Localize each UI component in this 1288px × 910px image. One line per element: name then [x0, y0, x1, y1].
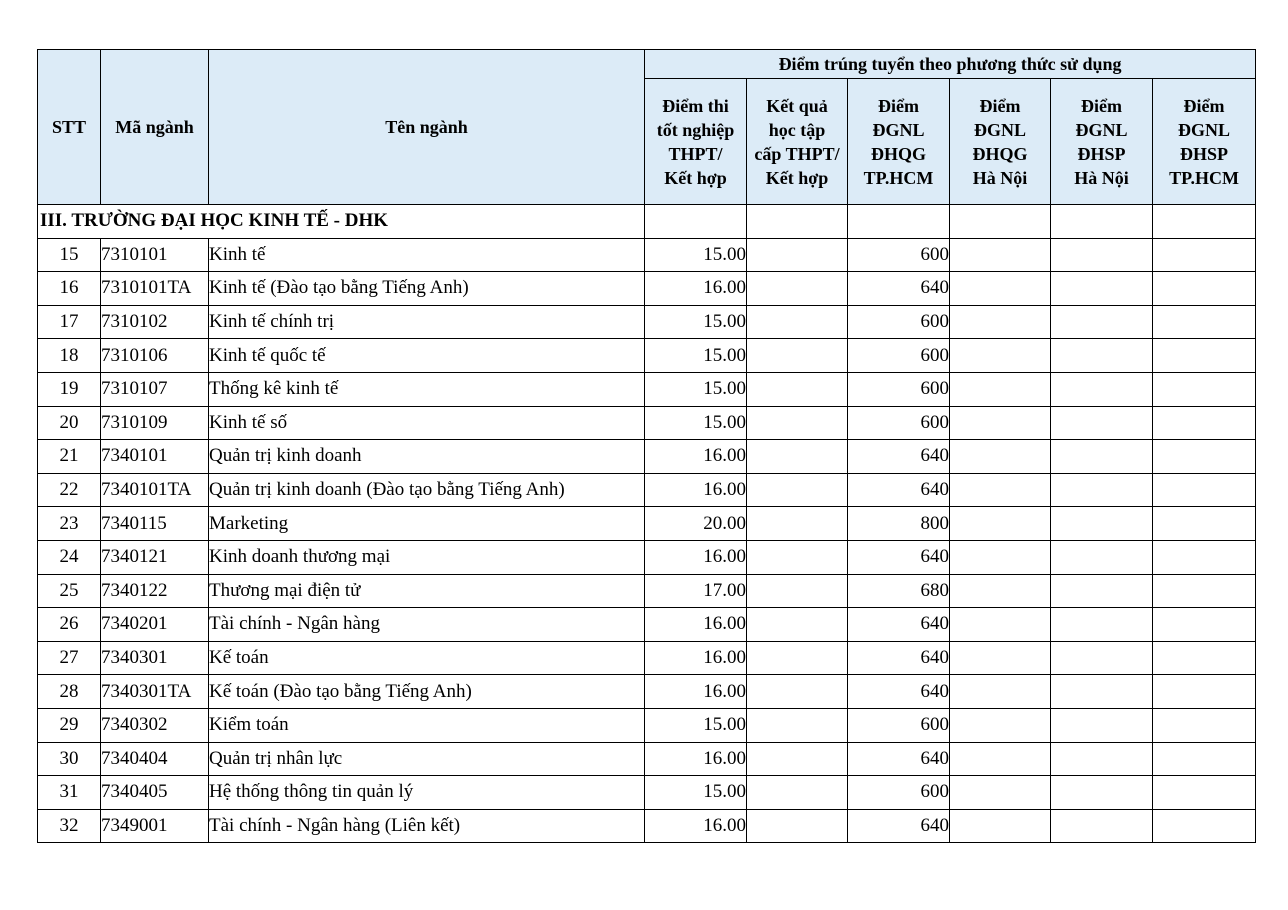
- section-title: III. TRƯỜNG ĐẠI HỌC KINH TẾ - DHK: [38, 205, 645, 239]
- cell-dgnl-hcm: 640: [848, 675, 950, 709]
- cell-ma-nganh: 7340121: [101, 540, 209, 574]
- cell-ma-nganh: 7310101TA: [101, 272, 209, 306]
- cell-dgnl-hn: [950, 742, 1051, 776]
- table-body: [38, 205, 1256, 843]
- cell-dgnl-hcm: 640: [848, 641, 950, 675]
- table-row: [38, 339, 1256, 373]
- cell-diem-thpt: 16.00: [645, 440, 747, 474]
- cell-diem-thpt: 15.00: [645, 305, 747, 339]
- empty-cell: [645, 205, 747, 239]
- empty-cell: [747, 205, 848, 239]
- cell-dgnl-hcm: 600: [848, 406, 950, 440]
- cell-dhsp-hcm: [1153, 809, 1256, 843]
- cell-dhsp-hn: [1051, 742, 1153, 776]
- cell-dhsp-hcm: [1153, 708, 1256, 742]
- cell-stt: 29: [38, 708, 101, 742]
- cell-dgnl-hn: [950, 708, 1051, 742]
- cell-ket-qua-hoc-tap: [747, 641, 848, 675]
- table-row: [38, 608, 1256, 642]
- cell-ma-nganh: 7310107: [101, 372, 209, 406]
- cell-dgnl-hn: [950, 440, 1051, 474]
- cell-ten-nganh: Thương mại điện tử: [209, 574, 645, 608]
- cell-diem-thpt: 20.00: [645, 507, 747, 541]
- cell-dgnl-hn: [950, 272, 1051, 306]
- cell-ket-qua-hoc-tap: [747, 608, 848, 642]
- cell-ma-nganh: 7340405: [101, 776, 209, 810]
- cell-ten-nganh: Tài chính - Ngân hàng: [209, 608, 645, 642]
- cell-dgnl-hcm: 640: [848, 742, 950, 776]
- cell-diem-thpt: 15.00: [645, 339, 747, 373]
- cell-dhsp-hcm: [1153, 406, 1256, 440]
- cell-diem-thpt: 15.00: [645, 708, 747, 742]
- cell-diem-thpt: 16.00: [645, 675, 747, 709]
- cell-dgnl-hcm: 800: [848, 507, 950, 541]
- cell-ten-nganh: Kiểm toán: [209, 708, 645, 742]
- cell-diem-thpt: 15.00: [645, 372, 747, 406]
- cell-dhsp-hn: [1051, 540, 1153, 574]
- cell-stt: 32: [38, 809, 101, 843]
- cell-dgnl-hcm: 600: [848, 708, 950, 742]
- cell-dhsp-hcm: [1153, 305, 1256, 339]
- table-row: [38, 776, 1256, 810]
- table-row: [38, 406, 1256, 440]
- cell-ma-nganh: 7310106: [101, 339, 209, 373]
- cell-dgnl-hcm: 600: [848, 776, 950, 810]
- cell-dhsp-hn: [1051, 608, 1153, 642]
- cell-ma-nganh: 7340101TA: [101, 473, 209, 507]
- cell-diem-thpt: 16.00: [645, 272, 747, 306]
- table-row: [38, 305, 1256, 339]
- cell-dgnl-hn: [950, 305, 1051, 339]
- cell-dgnl-hn: [950, 339, 1051, 373]
- cell-ten-nganh: Kế toán: [209, 641, 645, 675]
- cell-dhsp-hn: [1051, 339, 1153, 373]
- cell-ma-nganh: 7340301TA: [101, 675, 209, 709]
- cell-stt: 22: [38, 473, 101, 507]
- cell-dhsp-hcm: [1153, 272, 1256, 306]
- empty-cell: [950, 205, 1051, 239]
- cell-stt: 21: [38, 440, 101, 474]
- cell-stt: 24: [38, 540, 101, 574]
- cell-ma-nganh: 7310109: [101, 406, 209, 440]
- cell-dhsp-hn: [1051, 440, 1153, 474]
- header-ma-nganh: Mã ngành: [101, 50, 209, 205]
- cell-stt: 20: [38, 406, 101, 440]
- table-row: [38, 708, 1256, 742]
- cell-stt: 26: [38, 608, 101, 642]
- cell-dgnl-hcm: 640: [848, 272, 950, 306]
- cell-stt: 25: [38, 574, 101, 608]
- cell-stt: 30: [38, 742, 101, 776]
- header-method-hoc-ba: Kết quả học tập cấp THPT/ Kết hợp: [747, 79, 848, 205]
- header-ten-nganh: Tên ngành: [209, 50, 645, 205]
- cell-dgnl-hn: [950, 507, 1051, 541]
- cell-dgnl-hn: [950, 675, 1051, 709]
- cell-ten-nganh: Tài chính - Ngân hàng (Liên kết): [209, 809, 645, 843]
- header-method-group: Điểm trúng tuyển theo phương thức sử dụng: [645, 50, 1256, 79]
- cell-diem-thpt: 16.00: [645, 608, 747, 642]
- cell-ten-nganh: Kinh tế số: [209, 406, 645, 440]
- cell-ten-nganh: Quản trị kinh doanh: [209, 440, 645, 474]
- header-method-thpt: Điểm thi tốt nghiệp THPT/ Kết hợp: [645, 79, 747, 205]
- cell-dhsp-hn: [1051, 272, 1153, 306]
- cell-dgnl-hn: [950, 608, 1051, 642]
- admission-scores-table: [37, 49, 1256, 843]
- cell-dhsp-hn: [1051, 574, 1153, 608]
- empty-cell: [1051, 205, 1153, 239]
- cell-dgnl-hn: [950, 473, 1051, 507]
- cell-ket-qua-hoc-tap: [747, 675, 848, 709]
- cell-dhsp-hcm: [1153, 507, 1256, 541]
- header-method-dhsp-hn: Điểm ĐGNL ĐHSP Hà Nội: [1051, 79, 1153, 205]
- cell-dhsp-hcm: [1153, 540, 1256, 574]
- empty-cell: [848, 205, 950, 239]
- cell-dhsp-hn: [1051, 675, 1153, 709]
- cell-ma-nganh: 7340302: [101, 708, 209, 742]
- table-row: [38, 507, 1256, 541]
- cell-ket-qua-hoc-tap: [747, 809, 848, 843]
- cell-dhsp-hn: [1051, 708, 1153, 742]
- cell-ket-qua-hoc-tap: [747, 272, 848, 306]
- cell-dgnl-hn: [950, 574, 1051, 608]
- cell-stt: 17: [38, 305, 101, 339]
- cell-ten-nganh: Kinh tế chính trị: [209, 305, 645, 339]
- cell-dgnl-hcm: 640: [848, 809, 950, 843]
- cell-diem-thpt: 16.00: [645, 809, 747, 843]
- cell-ten-nganh: Kinh tế: [209, 238, 645, 272]
- table-row: [38, 641, 1256, 675]
- table-header: [38, 50, 1256, 205]
- cell-dhsp-hn: [1051, 372, 1153, 406]
- cell-ket-qua-hoc-tap: [747, 440, 848, 474]
- cell-ket-qua-hoc-tap: [747, 238, 848, 272]
- cell-ket-qua-hoc-tap: [747, 406, 848, 440]
- cell-ten-nganh: Hệ thống thông tin quản lý: [209, 776, 645, 810]
- cell-ma-nganh: 7340115: [101, 507, 209, 541]
- cell-diem-thpt: 15.00: [645, 406, 747, 440]
- cell-stt: 23: [38, 507, 101, 541]
- cell-dhsp-hcm: [1153, 742, 1256, 776]
- cell-dhsp-hn: [1051, 305, 1153, 339]
- table-row: [38, 372, 1256, 406]
- cell-ma-nganh: 7340201: [101, 608, 209, 642]
- cell-dhsp-hcm: [1153, 238, 1256, 272]
- cell-dgnl-hcm: 640: [848, 608, 950, 642]
- cell-dhsp-hcm: [1153, 776, 1256, 810]
- cell-diem-thpt: 16.00: [645, 641, 747, 675]
- cell-dhsp-hn: [1051, 809, 1153, 843]
- cell-diem-thpt: 17.00: [645, 574, 747, 608]
- cell-stt: 19: [38, 372, 101, 406]
- cell-ten-nganh: Thống kê kinh tế: [209, 372, 645, 406]
- cell-ten-nganh: Marketing: [209, 507, 645, 541]
- cell-dgnl-hn: [950, 809, 1051, 843]
- cell-ten-nganh: Kế toán (Đào tạo bằng Tiếng Anh): [209, 675, 645, 709]
- cell-ket-qua-hoc-tap: [747, 574, 848, 608]
- cell-ten-nganh: Kinh doanh thương mại: [209, 540, 645, 574]
- cell-ket-qua-hoc-tap: [747, 507, 848, 541]
- cell-ket-qua-hoc-tap: [747, 372, 848, 406]
- cell-dgnl-hcm: 640: [848, 540, 950, 574]
- table-row: [38, 675, 1256, 709]
- cell-ma-nganh: 7340301: [101, 641, 209, 675]
- cell-dhsp-hn: [1051, 641, 1153, 675]
- cell-dhsp-hn: [1051, 406, 1153, 440]
- cell-diem-thpt: 15.00: [645, 238, 747, 272]
- cell-ma-nganh: 7310101: [101, 238, 209, 272]
- cell-dhsp-hn: [1051, 507, 1153, 541]
- cell-dgnl-hn: [950, 540, 1051, 574]
- cell-dgnl-hcm: 600: [848, 238, 950, 272]
- cell-dhsp-hcm: [1153, 339, 1256, 373]
- cell-diem-thpt: 16.00: [645, 742, 747, 776]
- header-method-dhsp-hcm: Điểm ĐGNL ĐHSP TP.HCM: [1153, 79, 1256, 205]
- cell-ket-qua-hoc-tap: [747, 305, 848, 339]
- cell-stt: 27: [38, 641, 101, 675]
- cell-dgnl-hn: [950, 406, 1051, 440]
- cell-ket-qua-hoc-tap: [747, 339, 848, 373]
- header-method-dgnl-hn: Điểm ĐGNL ĐHQG Hà Nội: [950, 79, 1051, 205]
- cell-stt: 16: [38, 272, 101, 306]
- cell-dhsp-hn: [1051, 473, 1153, 507]
- cell-diem-thpt: 16.00: [645, 540, 747, 574]
- cell-ket-qua-hoc-tap: [747, 708, 848, 742]
- cell-dgnl-hcm: 640: [848, 440, 950, 474]
- table-row: [38, 440, 1256, 474]
- cell-ten-nganh: Quản trị nhân lực: [209, 742, 645, 776]
- table-row: [38, 272, 1256, 306]
- table-row: [38, 473, 1256, 507]
- cell-stt: 15: [38, 238, 101, 272]
- cell-ma-nganh: 7349001: [101, 809, 209, 843]
- cell-dgnl-hcm: 680: [848, 574, 950, 608]
- table-row: [38, 742, 1256, 776]
- cell-diem-thpt: 15.00: [645, 776, 747, 810]
- cell-ten-nganh: Kinh tế (Đào tạo bằng Tiếng Anh): [209, 272, 645, 306]
- table-row: [38, 238, 1256, 272]
- table-row: [38, 540, 1256, 574]
- cell-dhsp-hcm: [1153, 641, 1256, 675]
- cell-dgnl-hn: [950, 641, 1051, 675]
- table-row: [38, 809, 1256, 843]
- cell-ma-nganh: 7340122: [101, 574, 209, 608]
- cell-dgnl-hn: [950, 238, 1051, 272]
- cell-dgnl-hcm: 600: [848, 372, 950, 406]
- cell-dhsp-hcm: [1153, 372, 1256, 406]
- cell-dgnl-hcm: 640: [848, 473, 950, 507]
- cell-dgnl-hcm: 600: [848, 305, 950, 339]
- cell-dhsp-hcm: [1153, 440, 1256, 474]
- cell-ma-nganh: 7340101: [101, 440, 209, 474]
- cell-dhsp-hcm: [1153, 473, 1256, 507]
- cell-ten-nganh: Quản trị kinh doanh (Đào tạo bằng Tiếng Anh): [209, 473, 645, 507]
- cell-dhsp-hn: [1051, 776, 1153, 810]
- cell-stt: 31: [38, 776, 101, 810]
- empty-cell: [1153, 205, 1256, 239]
- header-method-dgnl-hcm: Điểm ĐGNL ĐHQG TP.HCM: [848, 79, 950, 205]
- cell-ten-nganh: Kinh tế quốc tế: [209, 339, 645, 373]
- cell-ket-qua-hoc-tap: [747, 776, 848, 810]
- cell-ma-nganh: 7310102: [101, 305, 209, 339]
- cell-ket-qua-hoc-tap: [747, 473, 848, 507]
- table-row: [38, 574, 1256, 608]
- cell-diem-thpt: 16.00: [645, 473, 747, 507]
- cell-dgnl-hcm: 600: [848, 339, 950, 373]
- cell-stt: 28: [38, 675, 101, 709]
- section-row: [38, 205, 1256, 239]
- cell-dgnl-hn: [950, 372, 1051, 406]
- cell-dhsp-hcm: [1153, 574, 1256, 608]
- cell-dhsp-hcm: [1153, 675, 1256, 709]
- cell-dgnl-hn: [950, 776, 1051, 810]
- cell-ket-qua-hoc-tap: [747, 742, 848, 776]
- cell-stt: 18: [38, 339, 101, 373]
- cell-dhsp-hcm: [1153, 608, 1256, 642]
- header-stt: STT: [38, 50, 101, 205]
- cell-ket-qua-hoc-tap: [747, 540, 848, 574]
- cell-ma-nganh: 7340404: [101, 742, 209, 776]
- cell-dhsp-hn: [1051, 238, 1153, 272]
